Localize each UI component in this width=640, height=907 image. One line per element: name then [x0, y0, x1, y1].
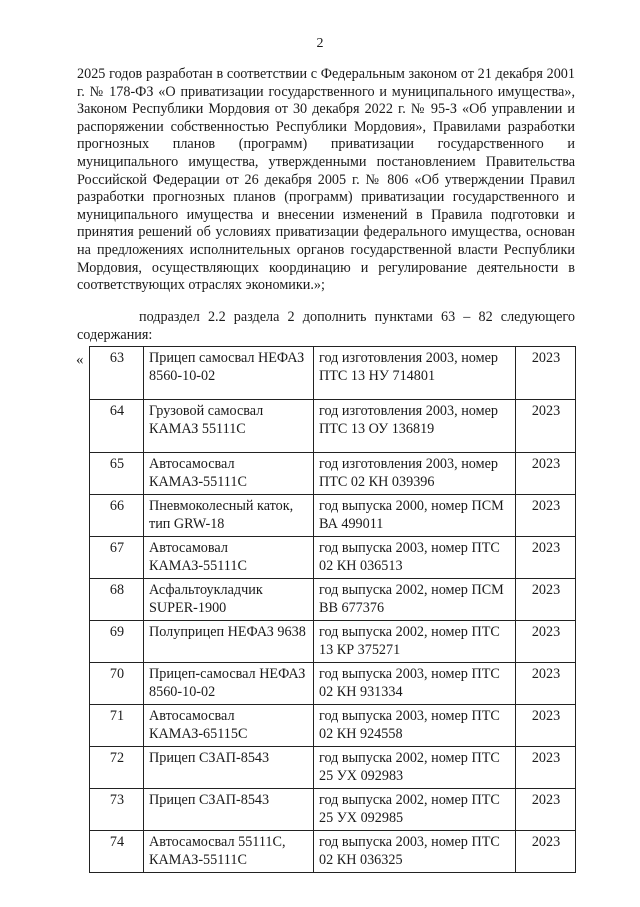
table-row	[90, 789, 576, 831]
item-year: 2023	[516, 831, 576, 873]
item-description: год выпуска 2003, номер ПТС 02 КН 924558	[314, 705, 516, 747]
table-row	[90, 579, 576, 621]
page-number: 2	[316, 36, 324, 51]
item-name: Автосамосвал КАМАЗ-55111С	[144, 453, 314, 495]
table-row	[90, 831, 576, 873]
item-number: 74	[90, 831, 144, 873]
item-description: год выпуска 2003, номер ПТС 02 КН 036513	[314, 537, 516, 579]
item-year: 2023	[516, 400, 576, 453]
item-name: Прицеп-самосвал НЕФАЗ 8560-10-02	[144, 663, 314, 705]
item-year: 2023	[516, 579, 576, 621]
item-number: 67	[90, 537, 144, 579]
item-name: Прицеп СЗАП-8543	[144, 789, 314, 831]
table-row	[90, 400, 576, 453]
item-number: 65	[90, 453, 144, 495]
item-description: год выпуска 2002, номер ПТС 25 УХ 092983	[314, 747, 516, 789]
property-table	[89, 346, 576, 873]
table-row	[90, 621, 576, 663]
item-description: год выпуска 2003, номер ПТС 02 КН 931334	[314, 663, 516, 705]
item-number: 72	[90, 747, 144, 789]
item-number: 71	[90, 705, 144, 747]
item-name: Автосамосвал КАМАЗ-65115С	[144, 705, 314, 747]
item-name: Прицеп самосвал НЕФАЗ 8560-10-02	[144, 347, 314, 400]
opening-quote-mark: «	[76, 352, 84, 368]
item-year: 2023	[516, 495, 576, 537]
table-row	[90, 747, 576, 789]
item-year: 2023	[516, 347, 576, 400]
item-name: Асфальтоукладчик SUPER-1900	[144, 579, 314, 621]
item-number: 64	[90, 400, 144, 453]
table-row	[90, 453, 576, 495]
item-description: год выпуска 2002, номер ПСМ ВВ 677376	[314, 579, 516, 621]
item-number: 66	[90, 495, 144, 537]
table-row	[90, 537, 576, 579]
item-description: год изготовления 2003, номер ПТС 13 ОУ 136819	[314, 400, 516, 453]
item-name: Пневмоколесный каток, тип GRW-18	[144, 495, 314, 537]
table-row	[90, 705, 576, 747]
item-description: год выпуска 2002, номер ПТС 25 УХ 092985	[314, 789, 516, 831]
item-number: 70	[90, 663, 144, 705]
item-name: Автосамосвал 55111С, КАМАЗ-55111С	[144, 831, 314, 873]
item-description: год выпуска 2003, номер ПТС 02 КН 036325	[314, 831, 516, 873]
item-number: 63	[90, 347, 144, 400]
item-number: 73	[90, 789, 144, 831]
intro-paragraph: подраздел 2.2 раздела 2 дополнить пунктами 63 – 82 следующего содержания:	[77, 309, 575, 343]
item-name: Грузовой самосвал КАМАЗ 55111С	[144, 400, 314, 453]
item-description: год выпуска 2002, номер ПТС 13 КР 375271	[314, 621, 516, 663]
item-number: 69	[90, 621, 144, 663]
item-name: Полуприцеп НЕФАЗ 9638	[144, 621, 314, 663]
item-description: год изготовления 2003, номер ПТС 13 НУ 714801	[314, 347, 516, 400]
item-name: Прицеп СЗАП-8543	[144, 747, 314, 789]
body-paragraph: 2025 годов разработан в соответствии с Федеральным законом от 21 декабря 2001 г. № 178-ФЗ «О приватизации государственного и муниципального имущества», Законом Республики Мордовия от 30 декабря 2022 г. № 95-З «Об управлении и распоряжении собственностью Республики Мордовия», Правилами разработки прогнозных планов (программ) приватизации государственного и муниципального имущества, утвержденными постановлением Правительства Российской Федерации от 26 декабря 2005 г. № 806 «Об утверждении Правил разработки прогнозных планов (программ) приватизации государственного и муниципального имущества и внесении изменений в Правила подготовки и принятия решений об условиях приватизации федерального имущества, основан на предложениях исполнительных органов государственной власти Республики Мордовия, осуществляющих координацию и регулирование деятельности в соответствующих отраслях экономики.»;	[77, 66, 575, 294]
item-description: год выпуска 2000, номер ПСМ ВА 499011	[314, 495, 516, 537]
item-name: Автосамовал КАМАЗ-55111С	[144, 537, 314, 579]
item-year: 2023	[516, 621, 576, 663]
table-row	[90, 347, 576, 400]
table-row	[90, 663, 576, 705]
item-year: 2023	[516, 705, 576, 747]
item-number: 68	[90, 579, 144, 621]
item-year: 2023	[516, 747, 576, 789]
item-year: 2023	[516, 789, 576, 831]
table-row	[90, 495, 576, 537]
item-year: 2023	[516, 537, 576, 579]
item-description: год изготовления 2003, номер ПТС 02 КН 039396	[314, 453, 516, 495]
item-year: 2023	[516, 663, 576, 705]
item-year: 2023	[516, 453, 576, 495]
